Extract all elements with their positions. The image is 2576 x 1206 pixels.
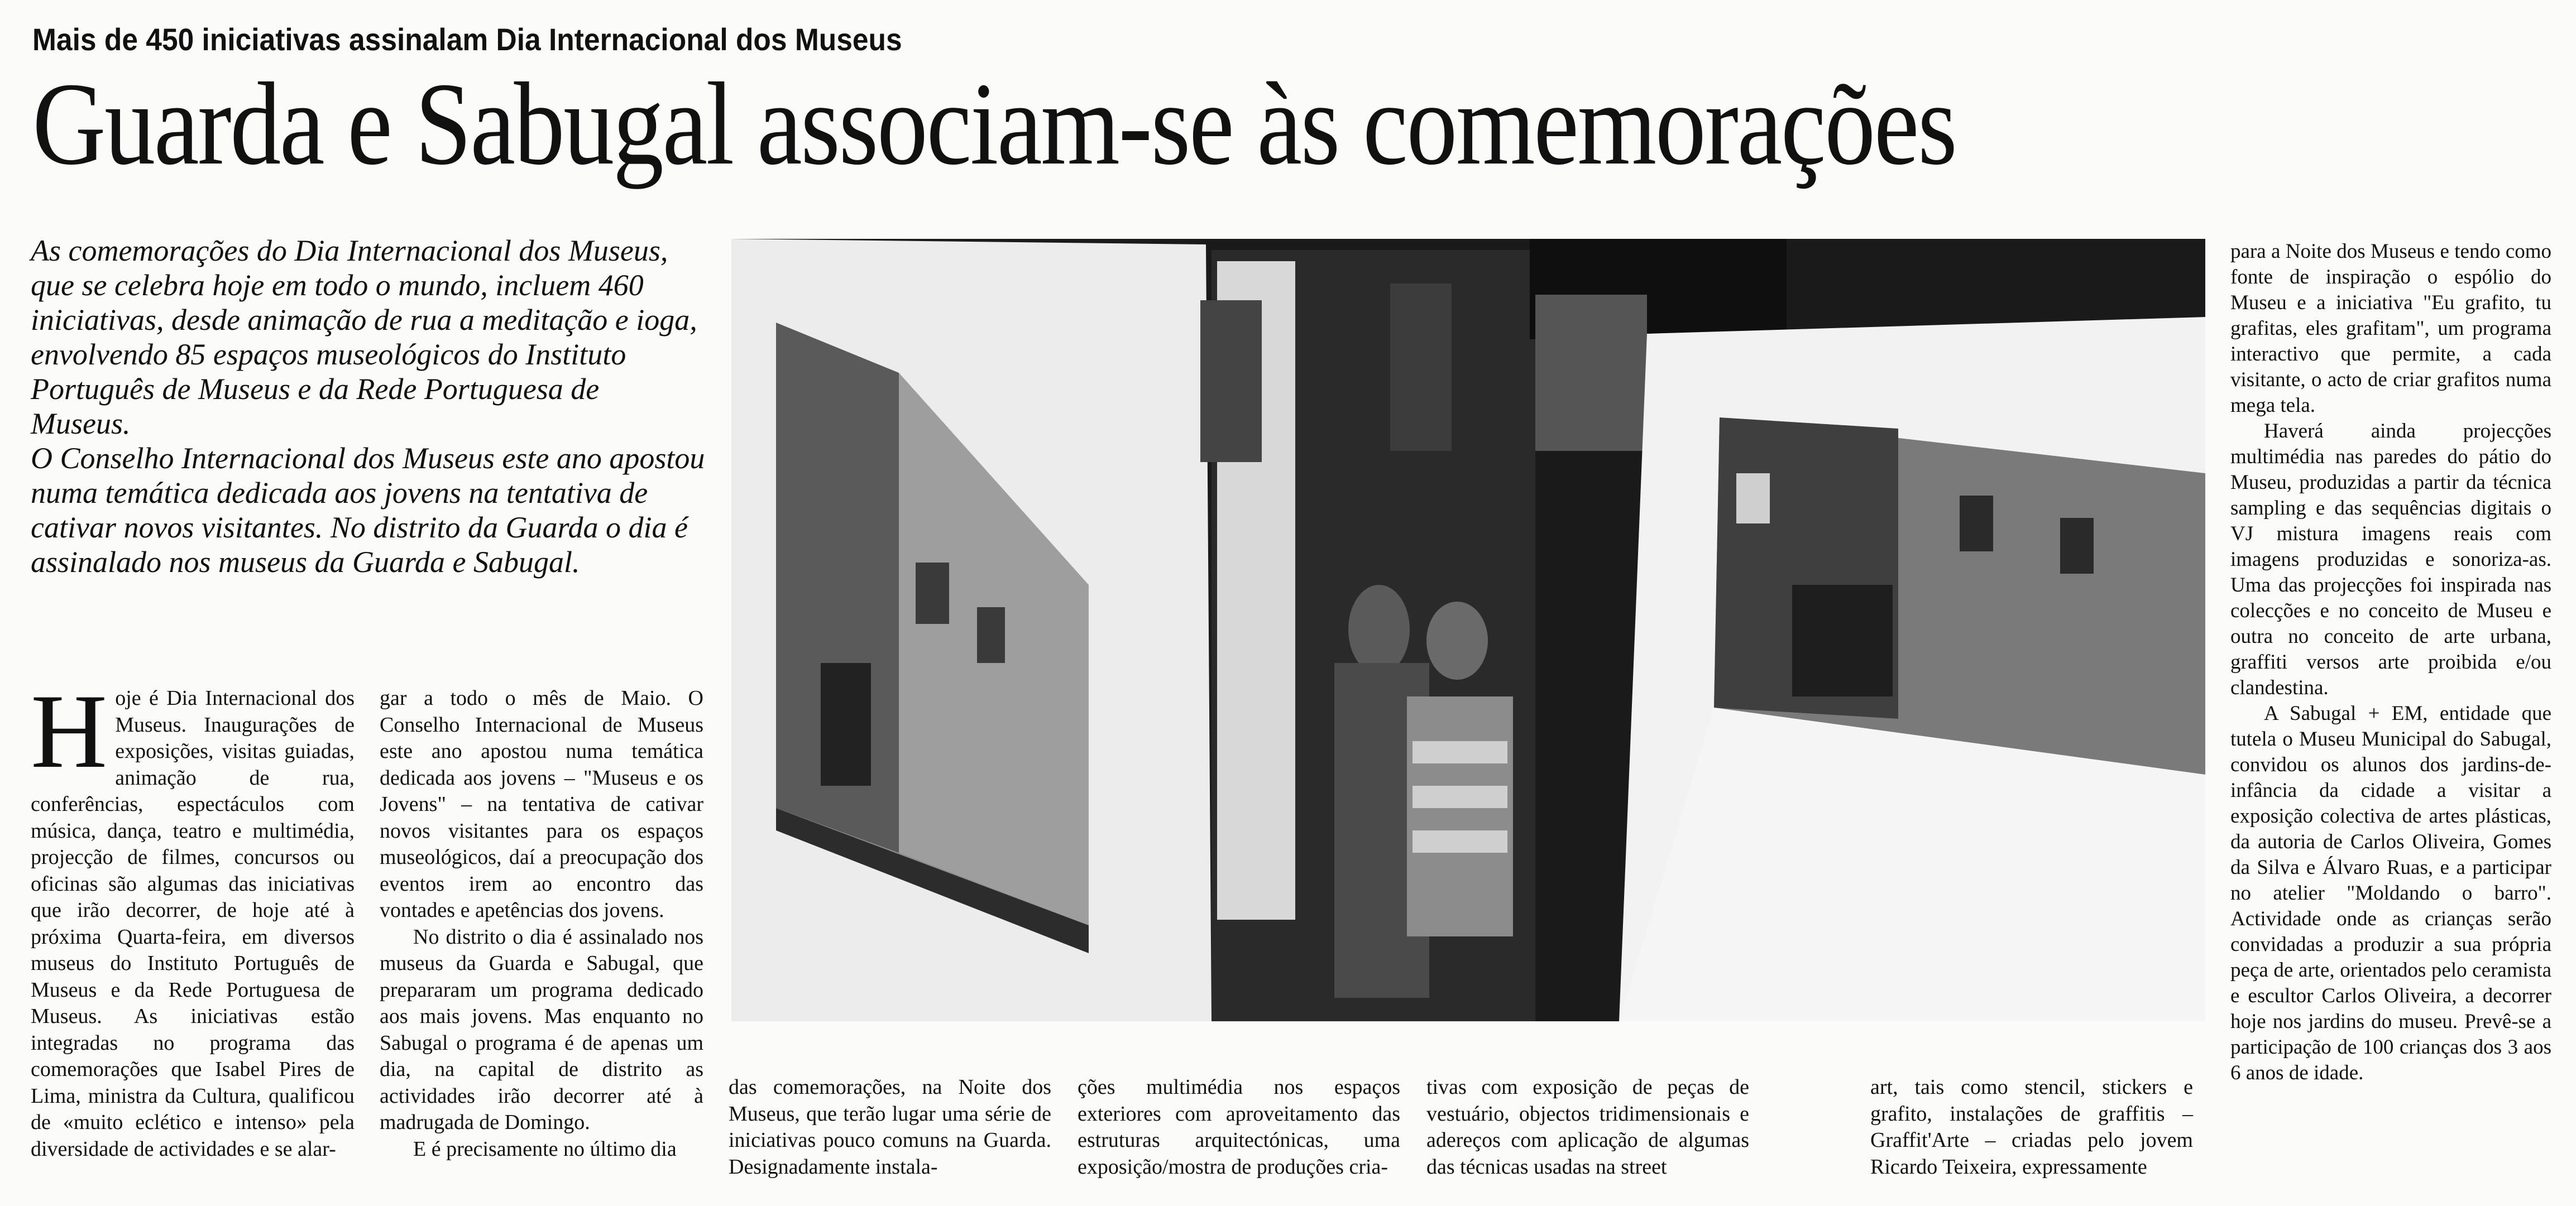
- headline: Guarda e Sabugal associam-se às comemorações: [32, 58, 1956, 189]
- col2-p2: No distrito o dia é assinalado nos museus da Guarda e Sabugal, que prepararam um programa dedicado aos mais jovens. Mas enquanto no Sabugal o programa é de apenas um dia, na capital de distrito as actividades irão decorrer até à madrugada de Domingo.: [380, 925, 703, 1134]
- body-column-4: [1078, 1074, 1400, 1180]
- col7-p1: para a Noite dos Museus e tendo como fonte de inspiração o espólio do Museu e a iniciativa "Eu grafito, tu grafitas, eles grafitam", um programa interactivo que permite, a cada visitante, o acto de criar grafitos numa mega tela.: [2230, 240, 2551, 417]
- col5-text: tivas com exposição de peças de vestuário, objectos tridimensionais e adereços com aplicação de algumas das técnicas usadas na street: [1426, 1075, 1749, 1179]
- drop-cap: H: [31, 673, 108, 790]
- lead-paragraph: [31, 233, 706, 579]
- kicker: Mais de 450 iniciativas assinalam Dia Internacional dos Museus: [32, 22, 902, 57]
- body-column-7: [2230, 239, 2551, 1086]
- body-column-1: [31, 673, 355, 1162]
- photo-illustration: [731, 239, 2205, 1021]
- body-column-6: [1870, 1074, 2193, 1180]
- col7-p2: Haverá ainda projecções multimédia nas paredes do pátio do Museu, produzidas a partir da técnica sampling e das sequências digitais o VJ mistura imagens reais com imagens produzidas e sonoriza-as. Uma das projecções foi inspirada nas colecções e no conceito de Museu e outra no conceito de arte urbana, graffiti versos arte proibida e/ou clandestina.: [2230, 420, 2551, 699]
- col2-p1: gar a todo o mês de Maio. O Conselho Internacional de Museus este ano apostou numa temática dedicada aos jovens – "Museus e os Jovens" – na tentativa de cativar novos visitantes para os espaços museológicos, daí a preocupação dos eventos irem ao encontro das vontades e apetências dos jovens.: [380, 686, 703, 922]
- col6-text: art, tais como stencil, stickers e grafito, instalações de graffitis – Graffit'Arte – criadas pelo jovem Ricardo Teixeira, expressamente: [1870, 1075, 2193, 1179]
- col7-p3: A Sabugal + EM, entidade que tutela o Museu Municipal do Sabugal, convidou os alunos dos jardins-de-infância da cidade a visitar a exposição colectiva de artes plásticas, da autoria de Carlos Oliveira, Gomes da Silva e Álvaro Ruas, e a participar no atelier "Moldando o barro". Actividade onde as crianças serão convidadas a produzir a sua própria peça de arte, orientados pelo ceramista e escultor Carlos Oliveira, a decorrer hoje nos jardins do museu. Prevê-se a participação de 100 crianças dos 3 aos 6 anos de idade.: [2230, 702, 2551, 1084]
- exhibition-photo: [731, 239, 2205, 1021]
- col4-text: ções multimédia nos espaços exteriores com aproveitamento das estruturas arquitectónicas, uma exposição/mostra de produções cria-: [1078, 1075, 1400, 1179]
- col3-text: das comemorações, na Noite dos Museus, que terão lugar uma série de iniciativas pouco comuns na Guarda. Designadamente instala-: [729, 1075, 1051, 1179]
- lead-p1: As comemorações do Dia Internacional dos Museus, que se celebra hoje em todo o mundo, incluem 460 iniciativas, desde animação de rua a meditação e ioga, envolvendo 85 espaços museológicos do Instituto Português de Museus e da Rede Portuguesa de Museus.: [31, 234, 697, 440]
- col1-text: oje é Dia Internacional dos Museus. Inaugurações de exposições, visitas guiadas, animação de rua, conferências, espectáculos com música, dança, teatro e multimédia, projecção de filmes, concursos ou oficinas são algumas das iniciativas que irão decorrer, de hoje até à próxima Quarta-feira, em diversos museus do Instituto Português de Museus e da Rede Portuguesa de Museus. As iniciativas estão integradas no programa das comemorações que Isabel Pires de Lima, ministra da Cultura, qualificou de «muito eclético e intenso» pela diversidade de actividades e se alar-: [31, 686, 355, 1161]
- body-column-2: [380, 685, 703, 1162]
- body-column-3: [729, 1074, 1051, 1180]
- body-column-5: [1426, 1074, 1749, 1180]
- lead-p2: O Conselho Internacional dos Museus este ano apostou numa temática dedicada aos jovens na tentativa de cativar novos visitantes. No distrito da Guarda o dia é assinalado nos museus da Guarda e Sabugal.: [31, 441, 705, 579]
- col2-p3: E é precisamente no último dia: [413, 1137, 677, 1161]
